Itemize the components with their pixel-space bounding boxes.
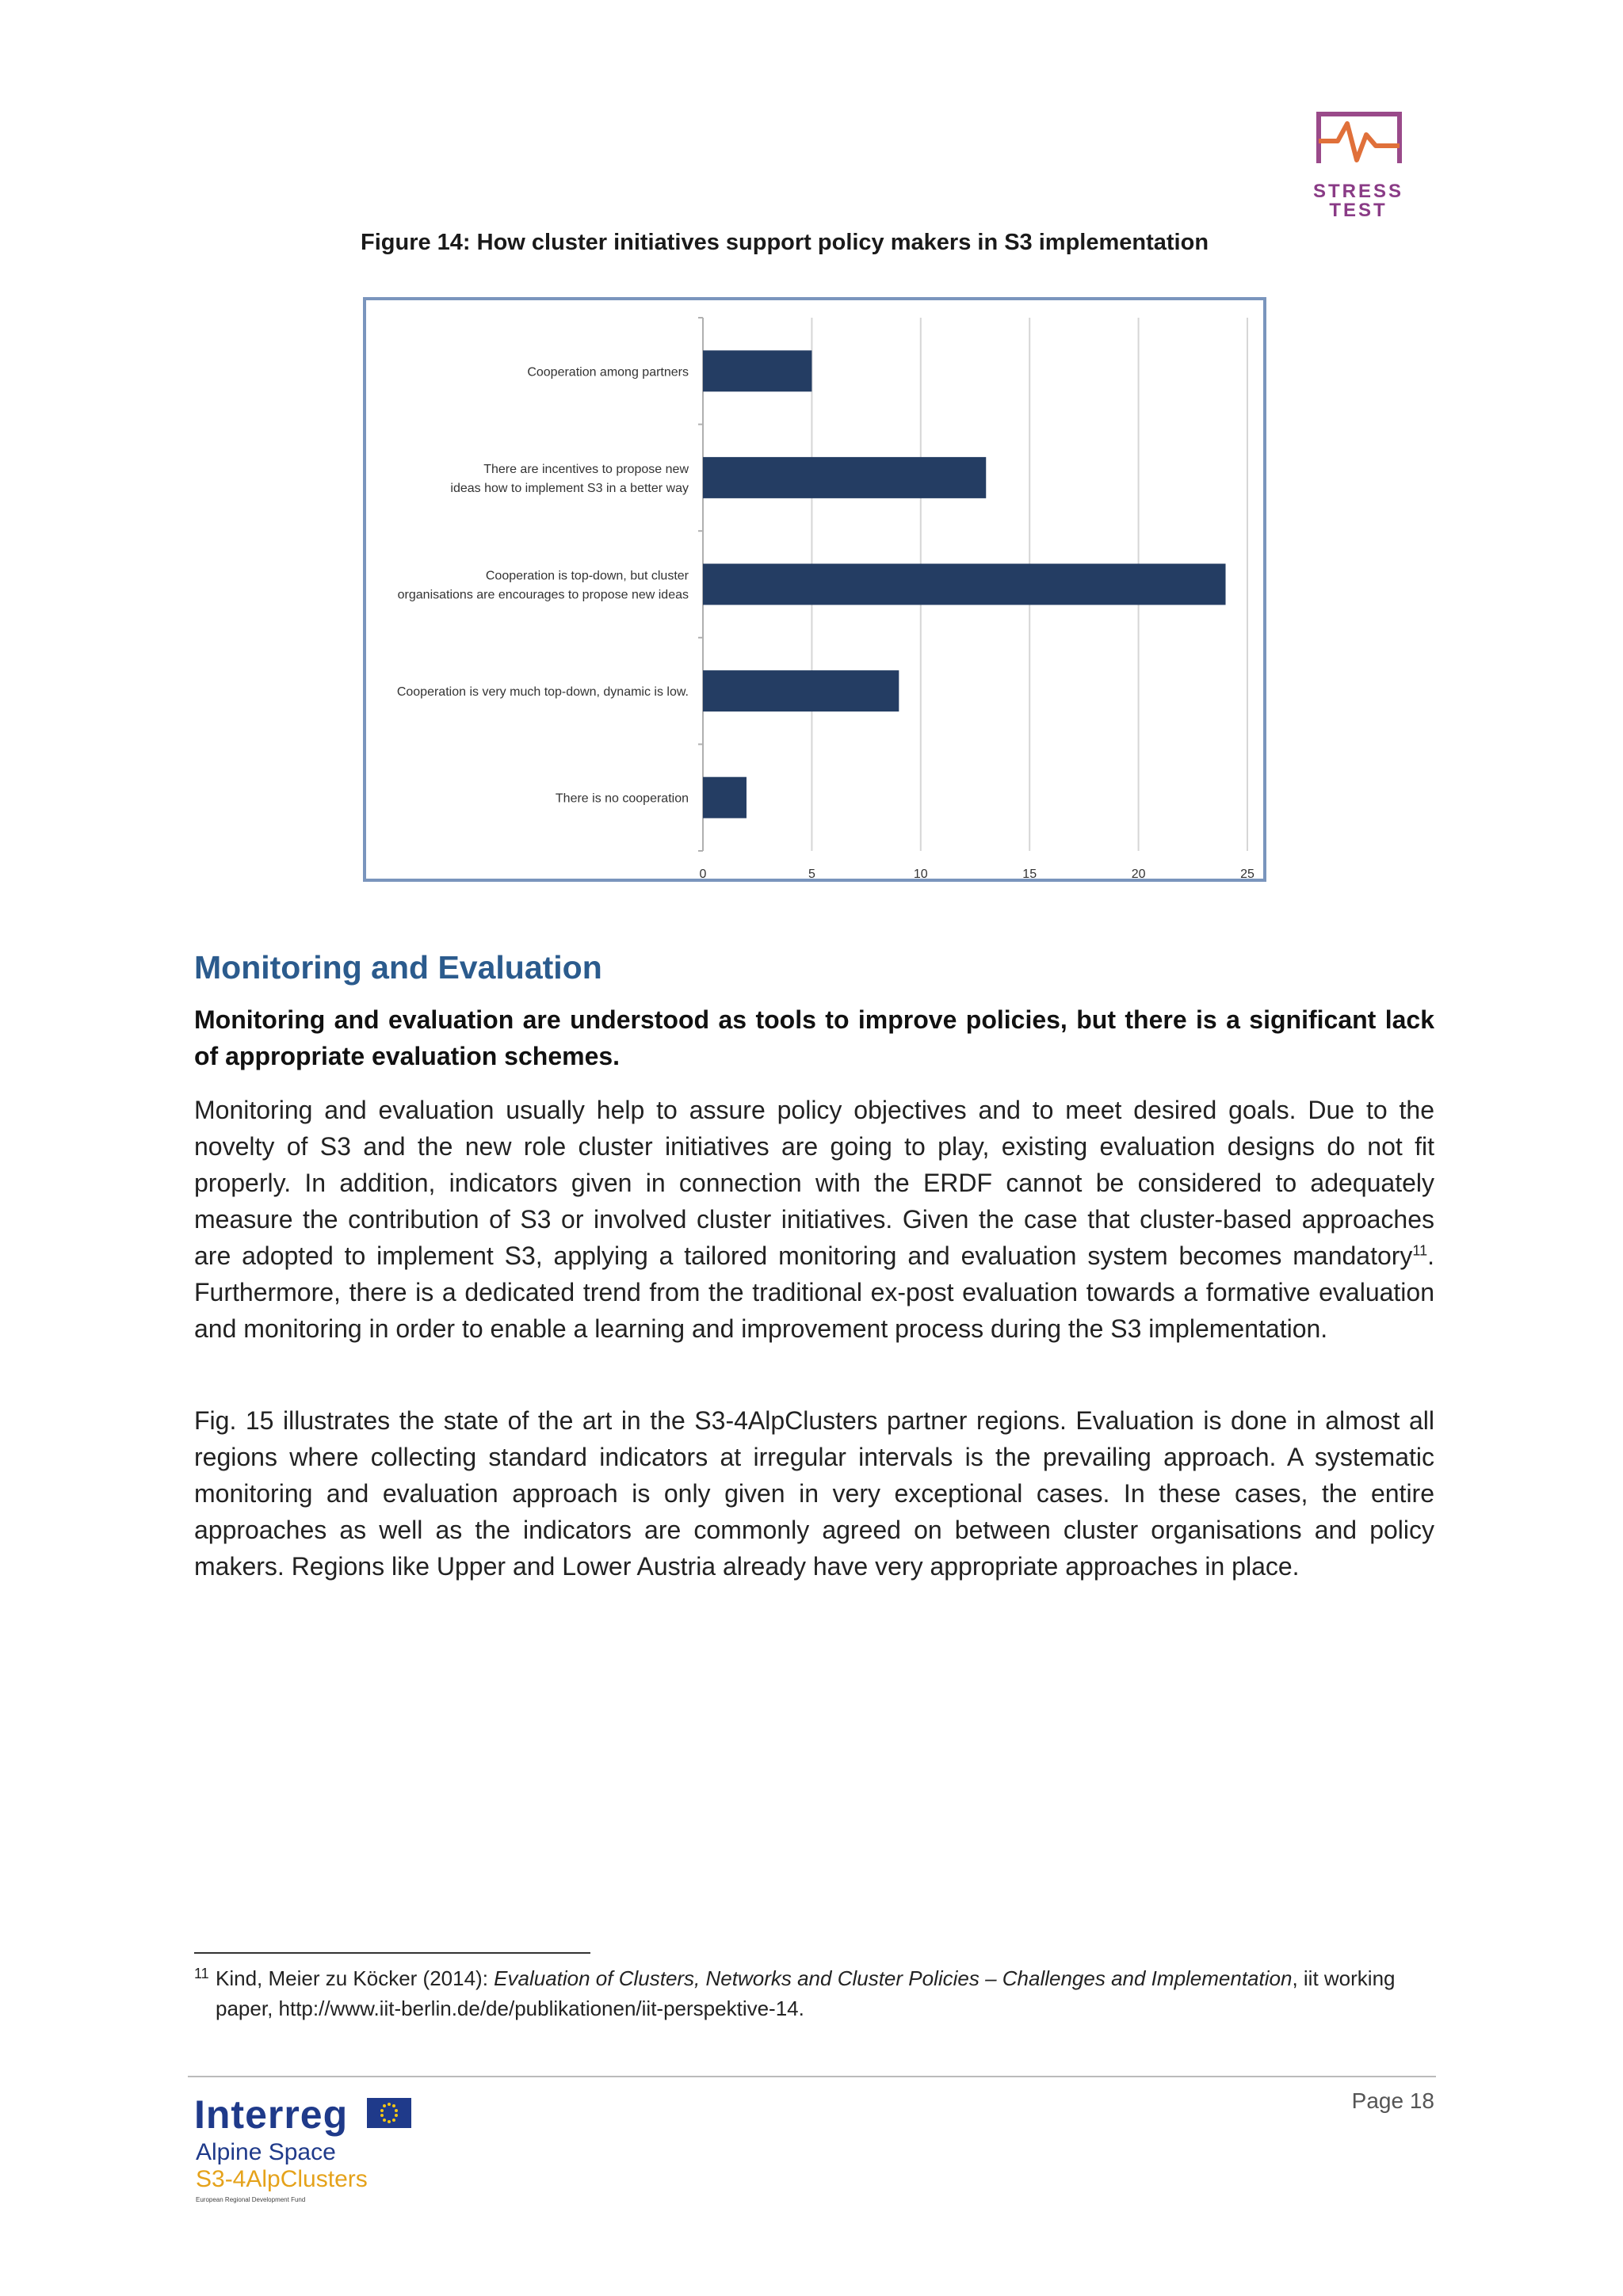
footnote-ref[interactable]: 11 bbox=[1412, 1242, 1428, 1259]
para1-text-a: Monitoring and evaluation usually help to assure policy objectives and to meet desired goals. Due to the novelty of S3 and the new role cluster initiatives are going to play, existing evaluation designs do not fit properly. In addition, indicators given in connection with the ERDF cannot be considered to adequately measure the contribution of S3 or involved cluster initiatives. Given the case that cluster-based approaches are adopted to implement S3, applying a tailored monitoring and evaluation system becomes mandatory bbox=[194, 1096, 1434, 1270]
eu-flag-icon bbox=[367, 2098, 411, 2128]
x-tick-label: 0 bbox=[699, 868, 707, 879]
bar bbox=[703, 457, 986, 498]
stress-test-logo bbox=[1281, 97, 1436, 228]
footnote-number: 11 bbox=[194, 1966, 209, 1981]
category-label: organisations are encourages to propose new ideas bbox=[397, 588, 689, 602]
x-tick-label: 15 bbox=[1022, 868, 1037, 879]
bar bbox=[703, 564, 1226, 605]
x-tick-label: 10 bbox=[913, 868, 928, 879]
x-tick-label: 25 bbox=[1240, 868, 1254, 879]
eu-stars-icon bbox=[367, 2098, 411, 2128]
footnote-text bbox=[194, 1963, 1415, 2023]
logo-word-1: STRESS bbox=[1312, 181, 1404, 202]
category-label: Cooperation among partners bbox=[527, 365, 689, 379]
bar bbox=[703, 777, 747, 818]
category-label: ideas how to implement S3 in a better way bbox=[450, 481, 689, 495]
footnote-rule bbox=[194, 1952, 590, 1954]
interreg-logo bbox=[194, 2092, 416, 2203]
category-label: There are incentives to propose new bbox=[483, 462, 689, 476]
footnote-title: Evaluation of Clusters, Networks and Cluster Policies – Challenges and Implementation bbox=[494, 1966, 1293, 1990]
category-label: Cooperation is very much top-down, dynamic is low. bbox=[396, 685, 689, 700]
para1-text-b: . Furthermore, there is a dedicated trend from the traditional ex-post evaluation towards a formative evaluation and monitoring in order to enable a learning and improvement process during the S3 implementation. bbox=[194, 1241, 1434, 1343]
x-tick-label: 20 bbox=[1131, 868, 1146, 879]
footnote-text-a: Kind, Meier zu Köcker (2014): bbox=[216, 1966, 495, 1990]
footer-rule bbox=[188, 2076, 1436, 2077]
section-heading: Monitoring and Evaluation bbox=[194, 949, 602, 986]
erdf-text: European Regional Development Fund bbox=[196, 2196, 306, 2203]
bar bbox=[703, 350, 812, 391]
lead-paragraph: Monitoring and evaluation are understood as tools to improve policies, but there is a significant lack of appropriate evaluation schemes. bbox=[194, 1005, 1434, 1070]
logo-word-2: TEST bbox=[1329, 200, 1388, 221]
bar bbox=[703, 670, 899, 711]
category-label: Cooperation is top-down, but cluster bbox=[485, 569, 689, 583]
x-tick-label: 5 bbox=[808, 868, 815, 879]
figure-caption: Figure 14: How cluster initiatives support policy makers in S3 implementation bbox=[361, 230, 1209, 255]
interreg-wordmark: Interreg bbox=[194, 2092, 349, 2137]
bar-chart-svg bbox=[366, 300, 1263, 879]
alpine-space-text: Alpine Space bbox=[196, 2139, 336, 2165]
category-label: There is no cooperation bbox=[555, 791, 689, 806]
bar-chart bbox=[363, 297, 1266, 882]
footnote-text-b: , iit working paper, http://www.iit-berlin.de/de/publikationen/iit-perspektive-14. bbox=[216, 1966, 1396, 2020]
page-number: Page 18 bbox=[1351, 2088, 1434, 2113]
footnote bbox=[194, 1963, 1415, 2023]
body-paragraph-2: Fig. 15 illustrates the state of the art in the S3-4AlpClusters partner regions. Evaluation is done in almost all regions where collecting standard indicators at irregular intervals is the prevailing approach. A systematic monitoring and evaluation approach is only given in very exceptional cases. In these cases, the entire approaches as well as the indicators are commonly agreed on between cluster organisations and policy makers. Regions like Upper and Lower Austria already have very appropriate approaches in place. bbox=[194, 1406, 1434, 1581]
body-paragraph-1 bbox=[194, 1092, 1434, 1347]
s3-alpclusters-text: S3-4AlpClusters bbox=[196, 2166, 368, 2192]
